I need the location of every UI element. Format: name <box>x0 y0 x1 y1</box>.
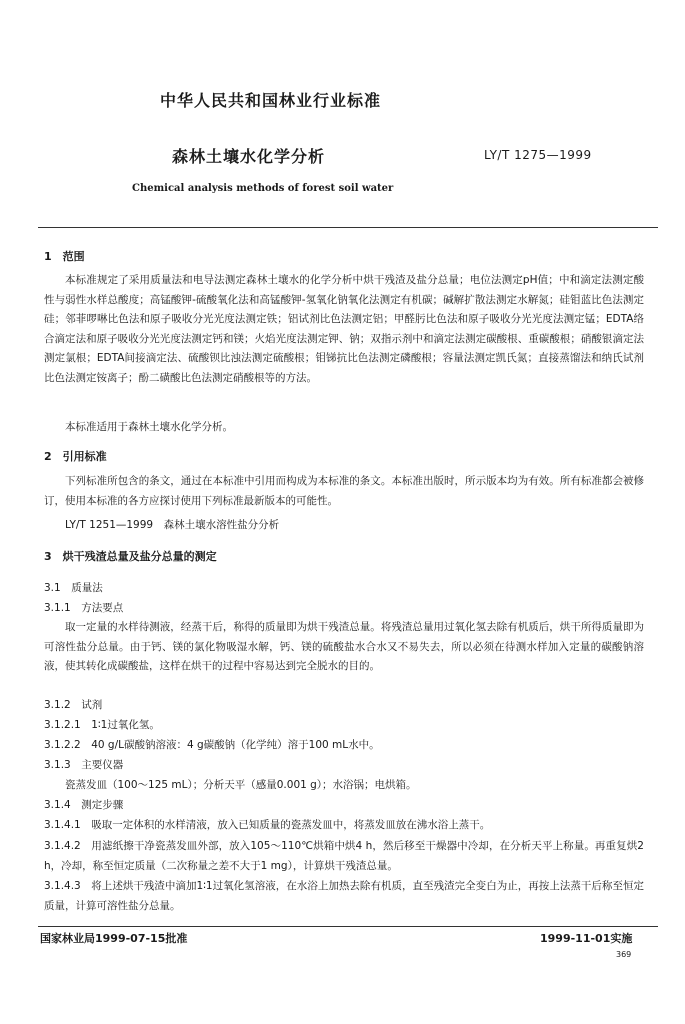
clause-3-1-3: 3.1.3 主要仪器 <box>44 759 124 771</box>
standard-name: 中华人民共和国林业行业标准 <box>160 91 382 110</box>
clause-3-1-4-3: 3.1.4.3 将上述烘干残渣中滴加1∶1过氧化氢溶液，在水浴上加热去除有机质，直至残渣完全变白为止，再按上法蒸干后称至恒定质量，计算可溶性盐分总量。 <box>44 880 644 912</box>
clause-3-1-1-paragraph: 取一定量的水样待测液，经蒸干后，称得的质量即为烘干残渣总量。将残渣总量用过氧化氢去除有机质后，烘干所得质量即为可溶性盐分总量。由于钙、镁的氯化物吸湿水解，钙、镁的硫酸盐水合水又不易失去，所以必须在待测水样加入定量的碳酸钠溶液，使其转化成碳酸盐，这样在烘干的过程中容易达到完全脱水的目的。 <box>44 621 644 672</box>
english-title: Chemical analysis methods of forest soil water <box>132 183 394 194</box>
approval-date: 国家林业局1999-07-15批准 <box>40 932 188 945</box>
section-2-heading: 2 引用标准 <box>44 450 107 463</box>
section-1-scope-note: 本标准适用于森林土壤水化学分析。 <box>65 421 233 433</box>
section-2-paragraph: 下列标准所包含的条文，通过在本标准中引用而构成为本标准的条文。本标准出版时，所示版本均为有效。所有标准都会被修订，使用本标准的各方应探讨使用下列标准最新版本的可能性。 <box>44 475 644 507</box>
clause-3-1-3-paragraph: 瓷蒸发皿（100～125 mL）；分析天平（感量0.001 g）；水浴锅；电烘箱。 <box>65 779 417 791</box>
clause-3-1-4: 3.1.4 测定步骤 <box>44 799 124 811</box>
clause-3-1-4-1: 3.1.4.1 吸取一定体积的水样清液，放入已知质量的瓷蒸发皿中，将蒸发皿放在沸水浴上蒸干。 <box>44 819 491 831</box>
clause-3-1-4-2: 3.1.4.2 用滤纸擦干净瓷蒸发皿外部，放入105～110℃烘箱中烘4 h，然后移至干燥器中冷却，在分析天平上称量。再重复烘2 h，冷却，称至恒定质量（二次称量之差不大于1 mg），计算烘干残渣总量。 <box>44 840 644 872</box>
clause-3-1-2-1: 3.1.2.1 1∶1过氧化氢。 <box>44 719 160 731</box>
section-1-paragraph: 本标准规定了采用质量法和电导法测定森林土壤水的化学分析中烘干残渣及盐分总量；电位法测定pH值；中和滴定法测定酸性与弱性水样总酸度；高锰酸钾-硫酸氧化法和高锰酸钾-氢氧化钠氧化法测定有机碳；碱解扩散法测定水解氮；硅钼蓝比色法测定硅；邻菲啰啉比色法和原子吸收分光光度法测定铁；铝试剂比色法测定铝；甲醛肟比色法和原子吸收分光光度法测定锰；EDTA络合滴定法和原子吸收分光光度法测定钙和镁；火焰光度法测定钾、钠；双指示剂中和滴定法测定碳酸根、重碳酸根；硝酸银滴定法测定氯根；EDTA间接滴定法、硫酸钡比浊法测定硫酸根；钼锑抗比色法测定磷酸根；容量法测定凯氏氮；直接蒸馏法和纳氏试剂比色法测定铵离子；酚二磺酸比色法测定硝酸根等的方法。 <box>44 274 644 384</box>
implementation-date: 1999-11-01实施 <box>540 932 633 945</box>
standard-code: LY/T 1275—1999 <box>484 148 592 162</box>
page-number: 369 <box>616 950 632 959</box>
document-title: 森林土壤水化学分析 <box>172 147 326 166</box>
clause-3-1-1: 3.1.1 方法要点 <box>44 602 124 614</box>
top-divider <box>38 227 658 228</box>
section-3-heading: 3 烘干残渣总量及盐分总量的测定 <box>44 550 217 563</box>
clause-3-1: 3.1 质量法 <box>44 582 103 594</box>
section-2-reference: LY/T 1251—1999 森林土壤水溶性盐分分析 <box>65 519 280 531</box>
clause-3-1-2-2: 3.1.2.2 40 g/L碳酸钠溶液：4 g碳酸钠（化学纯）溶于100 mL水中。 <box>44 739 380 751</box>
section-1-heading: 1 范围 <box>44 250 85 263</box>
bottom-divider <box>38 926 658 927</box>
clause-3-1-2: 3.1.2 试剂 <box>44 699 103 711</box>
